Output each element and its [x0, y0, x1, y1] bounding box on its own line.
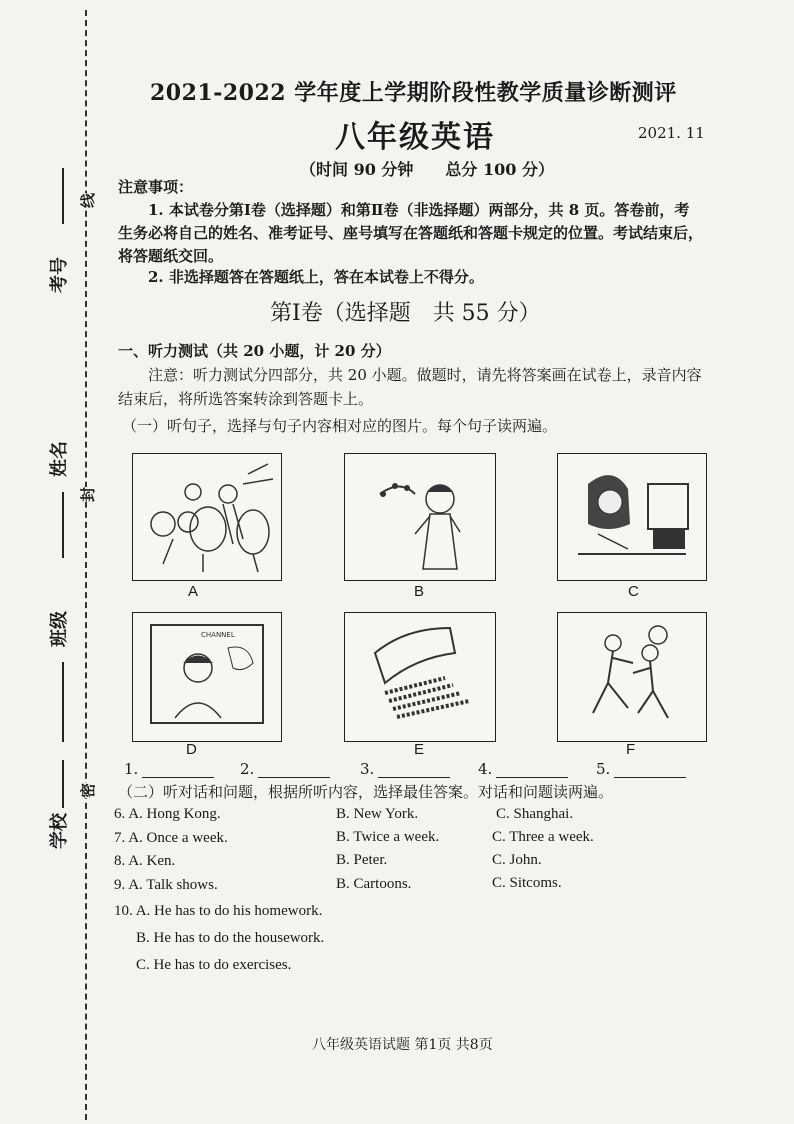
class-line	[62, 662, 64, 742]
picture-a-frame	[132, 453, 282, 581]
exam-date: 2021. 11	[638, 124, 705, 142]
blank-1[interactable]: 1.	[124, 760, 214, 778]
note-1-line-2: 生务必将自己的姓名、准考证号、座号填写在答题纸和答题卡规定的位置。考试结束后，	[118, 224, 704, 242]
picture-c-label: C	[628, 583, 639, 600]
question-10-c: C. He has to do exercises.	[136, 957, 292, 973]
time-info: （时间 90 分钟 总分 100 分）	[300, 160, 554, 179]
listening-part-title: 一、听力测试（共 20 小题，计 20 分）	[118, 342, 391, 360]
seal-char-feng: 封	[79, 486, 98, 503]
picture-b-frame	[344, 453, 496, 581]
blank-4[interactable]: 4.	[478, 760, 568, 778]
question-10-a: 10. A. He has to do his homework.	[114, 903, 323, 919]
question-8-a: 8. A. Ken.	[114, 853, 176, 869]
binding-dashed-line	[85, 10, 87, 1120]
blank-3[interactable]: 3.	[360, 760, 450, 778]
subject-title: 八年级英语	[335, 120, 495, 155]
section-1-title: 第Ⅰ卷（选择题 共 55 分）	[270, 301, 541, 326]
picture-e-label: E	[414, 741, 425, 758]
exam-title: 2021-2022 学年度上学期阶段性教学质量诊断测评	[150, 80, 677, 106]
exam-number-line	[62, 168, 64, 224]
notes-heading: 注意事项：	[118, 178, 194, 196]
page-footer: 八年级英语试题 第1页 共8页	[312, 1037, 493, 1053]
picture-e-frame	[344, 612, 496, 742]
note-2: 2. 非选择题答在答题纸上，答在本试卷上不得分。	[148, 268, 484, 286]
question-10-b: B. He has to do the housework.	[136, 930, 325, 946]
picture-f-label: F	[626, 741, 636, 758]
picture-b-label: B	[414, 583, 425, 600]
picture-f-frame	[557, 612, 707, 742]
channel-text: CHANNEL	[201, 631, 235, 639]
sub-section-1-title: （一）听句子，选择与句子内容相对应的图片。每个句子读两遍。	[122, 417, 558, 435]
note-1-line-1: 1. 本试卷分第Ⅰ卷（选择题）和第Ⅱ卷（非选择题）两部分，共 8 页。答卷前，考	[148, 201, 690, 219]
seal-char-mi: 密	[79, 782, 98, 799]
name-line	[62, 492, 64, 558]
listening-instruction-line-1: 注意：听力测试分四部分，共 20 小题。做题时，请先将答案画在试卷上，录音内容	[148, 366, 702, 384]
seal-char-xian: 线	[79, 192, 98, 209]
sub-section-2-title: （二）听对话和问题，根据所听内容，选择最佳答案。对话和问题读两遍。	[118, 783, 614, 801]
note-1-line-3: 将答题纸交回。	[118, 247, 224, 265]
picture-d-frame	[132, 612, 282, 742]
question-6-b: B. New York.	[336, 806, 419, 822]
question-6-c: C. Shanghai.	[496, 806, 574, 822]
boys-playing-soccer-illustration	[558, 613, 706, 741]
question-7-c: C. Three a week.	[492, 829, 594, 845]
boy-singing-illustration	[345, 454, 495, 580]
exam-number-label: 考号	[49, 257, 70, 293]
question-9-a: 9. A. Talk shows.	[114, 877, 218, 893]
blank-5[interactable]: 5.	[596, 760, 686, 778]
cinema-screen-illustration	[345, 613, 495, 741]
question-8-b: B. Peter.	[336, 852, 388, 868]
band-drums-illustration	[133, 454, 281, 580]
name-label: 姓名	[49, 441, 70, 477]
question-8-c: C. John.	[492, 852, 542, 868]
woman-watching-tv-illustration	[558, 454, 706, 580]
picture-c-frame	[557, 453, 707, 581]
question-7-b: B. Twice a week.	[336, 829, 440, 845]
question-7-a: 7. A. Once a week.	[114, 830, 228, 846]
listening-instruction-line-2: 结束后，将所选答案转涂到答题卡上。	[118, 390, 374, 408]
news-anchor-illustration	[133, 613, 281, 741]
picture-d-label: D	[186, 741, 197, 758]
class-label: 班级	[49, 611, 70, 647]
question-9-c: C. Sitcoms.	[492, 875, 562, 891]
school-line	[62, 760, 64, 808]
school-label: 学校	[49, 813, 70, 849]
question-9-b: B. Cartoons.	[336, 876, 412, 892]
blank-2[interactable]: 2.	[240, 760, 330, 778]
picture-a-label: A	[188, 583, 199, 600]
question-6-a: 6. A. Hong Kong.	[114, 806, 221, 822]
